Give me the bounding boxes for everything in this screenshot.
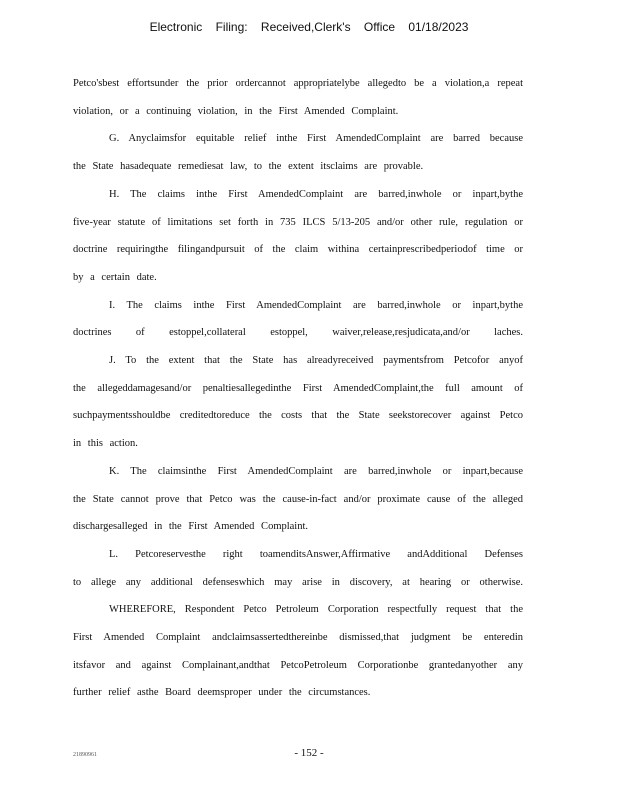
text-line: to allege any additional defenseswhich may arise in discovery, at hearing or otherwise.	[73, 576, 523, 588]
paragraph	[73, 541, 533, 596]
paragraph	[73, 292, 533, 347]
paragraph	[73, 596, 533, 707]
text-line: five-year statute of limitations set forth in 735 ILCS 5/13-205 and/or other rule, regulation or	[73, 216, 523, 228]
filing-header: Electronic Filing: Received,Clerk's Office 01/18/2023	[149, 20, 469, 34]
paragraph	[73, 70, 533, 125]
page-number: - 152 -	[294, 747, 324, 759]
text-line: doctrines of estoppel,collateral estoppel, waiver,release,resjudicata,and/or laches.	[73, 327, 523, 339]
text-line: First Amended Complaint andclaimsassertedthereinbe dismissed,that judgment be enteredin	[73, 632, 523, 644]
text-line: J. To the extent that the State has alreadyreceived paymentsfrom Petcofor anyof	[109, 355, 523, 367]
text-line: G. Anyclaimsfor equitable relief inthe First AmendedComplaint are barred because	[109, 133, 523, 145]
paragraph	[73, 181, 533, 292]
paragraph	[73, 125, 533, 180]
text-line: the State cannot prove that Petco was the cause-in-fact and/or proximate cause of the alleged	[73, 493, 523, 505]
text-line: the State hasadequate remediesat law, to the extent itsclaims are provable.	[73, 161, 424, 173]
text-line: L. Petcoreservesthe right toamenditsAnswer,Affirmative andAdditional Defenses	[109, 548, 523, 560]
text-line: further relief asthe Board deemsproper under the circumstances.	[73, 687, 371, 699]
text-line: WHEREFORE, Respondent Petco Petroleum Corporation respectfully request that the	[109, 604, 523, 616]
text-line: Petco'sbest effortsunder the prior ordercannot appropriatelybe allegedto be a violation,a repeat	[73, 78, 523, 89]
text-line: K. The claimsinthe First AmendedComplaint are barred,inwhole or inpart,because	[109, 465, 523, 477]
text-line: by a certain date.	[73, 271, 157, 283]
text-line: violation, or a continuing violation, in the First Amended Complaint.	[73, 105, 399, 117]
text-line: dischargesalleged in the First Amended Complaint.	[73, 521, 309, 533]
text-line: itsfavor and against Complainant,andthat PetcoPetroleum Corporationbe grantedanyother any	[73, 659, 523, 671]
text-line: in this action.	[73, 438, 138, 450]
text-line: doctrine requiringthe filingandpursuit of the claim withina certainprescribedperiodof time or	[73, 244, 523, 256]
document-body	[73, 70, 533, 707]
text-line: I. The claims inthe First AmendedComplaint are barred,inwhole or inpart,bythe	[109, 299, 523, 311]
text-line: suchpaymentsshouldbe creditedtoreduce the costs that the State seekstorecover against Petco	[73, 410, 523, 422]
paragraph	[73, 458, 533, 541]
document-id: 21890961	[73, 752, 97, 758]
paragraph	[73, 347, 533, 458]
text-line: H. The claims inthe First AmendedComplaint are barred,inwhole or inpart,bythe	[109, 188, 523, 200]
text-line: the allegeddamagesand/or penaltiesallegedinthe First AmendedComplaint,the full amount of	[73, 382, 523, 394]
